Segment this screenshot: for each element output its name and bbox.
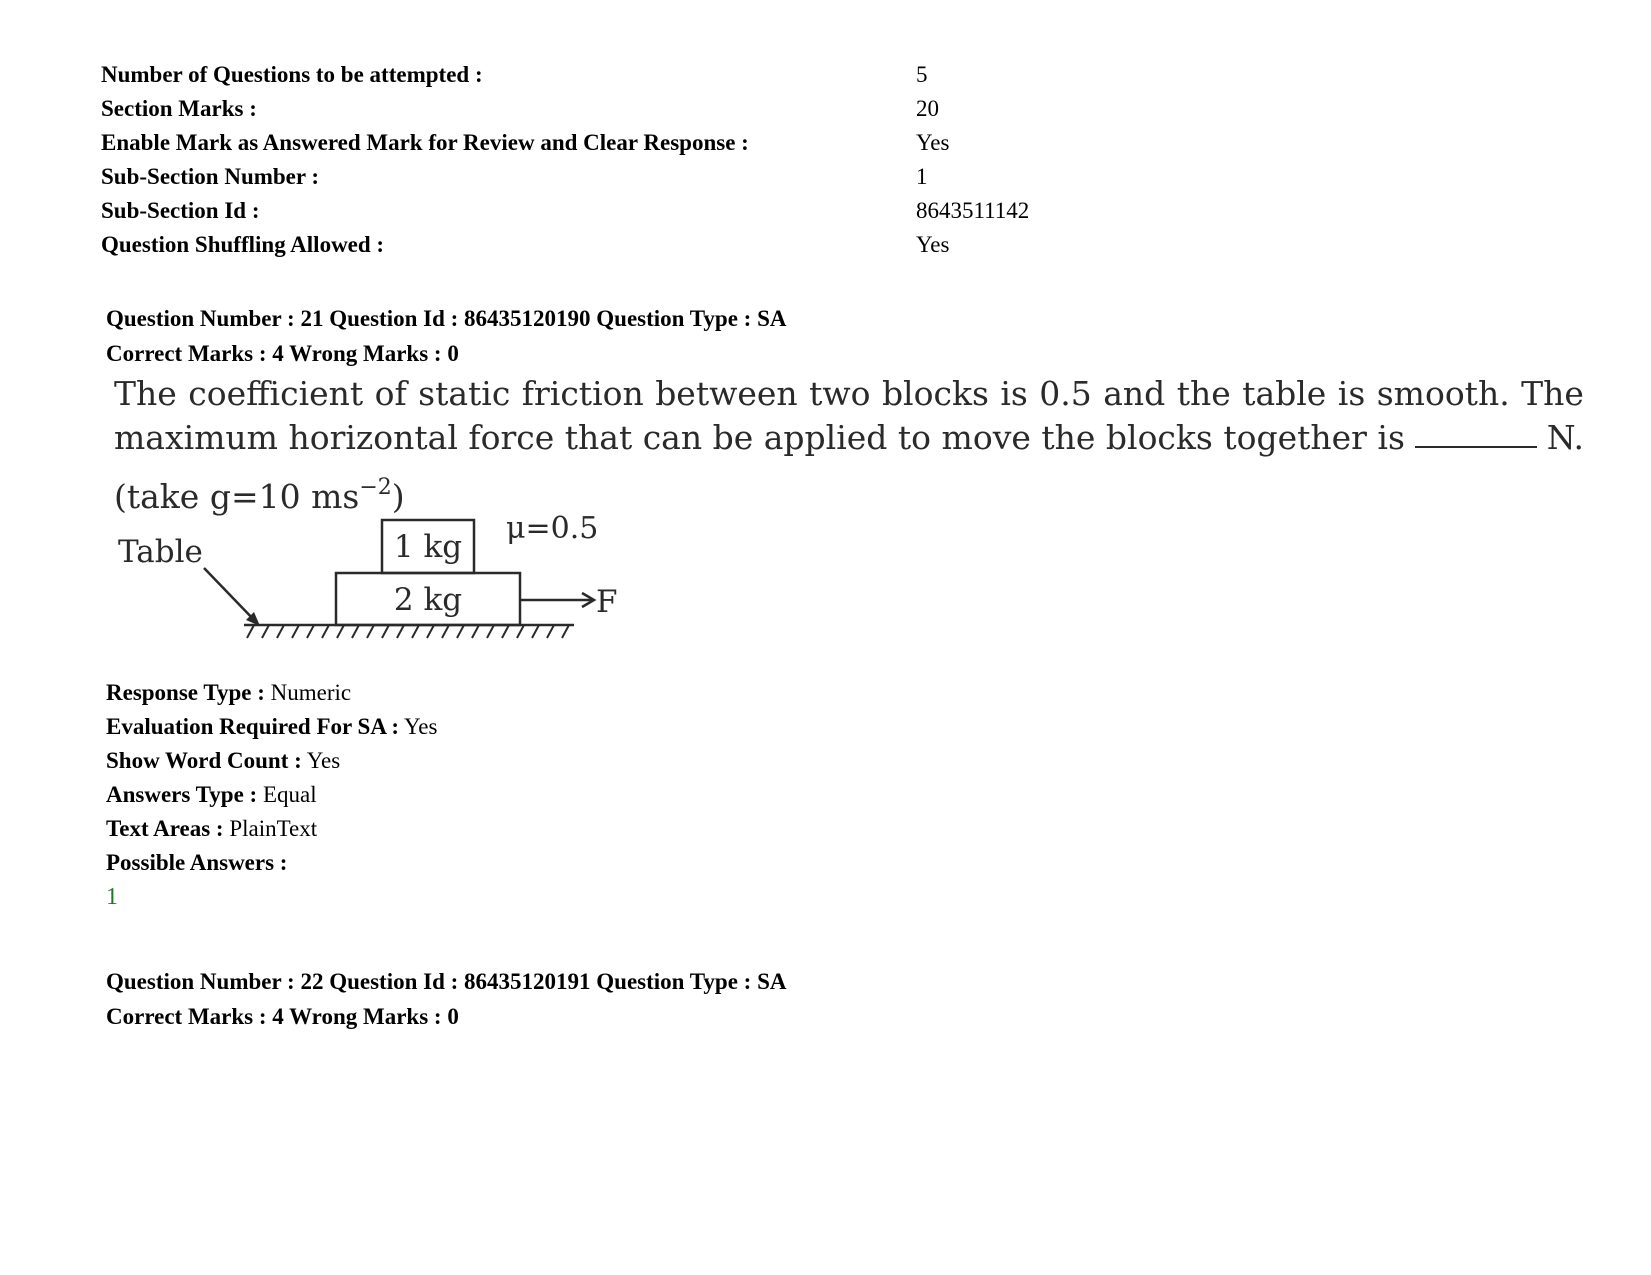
question-text-line-2	[114, 416, 1584, 460]
question-header: Question Number : 22 Question Id : 86435120191 Question Type : SA	[106, 969, 787, 994]
property-row	[106, 846, 437, 880]
word: is	[1000, 374, 1028, 413]
property-key: Answers Type :	[106, 782, 258, 807]
property-key: Show Word Count :	[106, 748, 302, 773]
section-value: Yes	[916, 232, 950, 257]
word: The	[1521, 374, 1584, 413]
word: smooth.	[1376, 374, 1510, 413]
answer-blank	[1415, 416, 1537, 448]
section-row	[101, 194, 1101, 228]
question-text-line-2-end: N.	[1546, 418, 1584, 457]
property-value: Yes	[404, 714, 438, 739]
question-22-header	[106, 964, 1606, 1034]
section-label: Section Marks :	[101, 96, 257, 121]
word: of	[374, 374, 407, 413]
section-value: 5	[916, 62, 928, 87]
question-marks: Correct Marks : 4 Wrong Marks : 0	[106, 1004, 459, 1029]
section-label: Enable Mark as Answered Mark for Review and Clear Response :	[101, 130, 749, 155]
ground-hatching	[247, 625, 569, 638]
word: blocks	[881, 374, 989, 413]
property-value: Yes	[306, 748, 341, 773]
possible-answer-value: 1	[106, 884, 118, 910]
bottom-block-label: 2 kg	[393, 582, 463, 618]
question-21-text	[114, 372, 1584, 519]
section-row	[101, 92, 1101, 126]
word: the	[1176, 374, 1231, 413]
word: between	[655, 374, 798, 413]
section-label: Sub-Section Id :	[101, 198, 260, 223]
word: 0.5	[1039, 374, 1092, 413]
word: and	[1103, 374, 1166, 413]
question-text-line-3-end: )	[391, 477, 405, 516]
section-value: 1	[916, 164, 928, 189]
word: friction	[521, 374, 644, 413]
property-row	[106, 676, 437, 710]
section-value: 8643511142	[916, 198, 1030, 223]
blocks-diagram	[114, 511, 634, 670]
word: coefficient	[188, 374, 364, 413]
property-row	[106, 744, 437, 778]
property-value: PlainText	[229, 816, 318, 841]
question-21-header	[106, 301, 1606, 371]
property-key: Evaluation Required For SA :	[106, 714, 400, 739]
property-value: Equal	[262, 782, 317, 807]
section-value: 20	[916, 96, 939, 121]
property-value: Numeric	[270, 680, 352, 705]
property-row	[106, 778, 437, 812]
word: two	[809, 374, 871, 413]
question-text-line-3	[114, 466, 1584, 519]
section-label: Question Shuffling Allowed :	[101, 232, 385, 257]
question-header: Question Number : 21 Question Id : 86435120190 Question Type : SA	[106, 306, 787, 331]
question-marks: Correct Marks : 4 Wrong Marks : 0	[106, 341, 459, 366]
section-row	[101, 58, 1101, 92]
word: table	[1242, 374, 1327, 413]
section-row	[101, 228, 1101, 262]
table-pointer-line	[204, 568, 256, 622]
section-label: Sub-Section Number :	[101, 164, 320, 189]
property-key: Possible Answers :	[106, 850, 288, 875]
question-text-line-2-start: maximum horizontal force that can be applied to move the blocks together is	[114, 418, 1405, 457]
force-label: F	[596, 584, 618, 620]
property-key: Text Areas :	[106, 816, 224, 841]
property-row	[106, 710, 437, 744]
section-info-table	[101, 58, 1101, 262]
table-label: Table	[118, 534, 203, 570]
question-text-line-1	[114, 372, 1584, 416]
top-block-label: 1 kg	[393, 529, 463, 565]
section-row	[101, 160, 1101, 194]
section-value: Yes	[916, 130, 950, 155]
word: static	[418, 374, 511, 413]
question-21-properties	[106, 676, 437, 914]
section-label: Number of Questions to be attempted :	[101, 62, 483, 87]
property-key: Response Type :	[106, 680, 265, 705]
section-row	[101, 126, 1101, 160]
property-row	[106, 812, 437, 846]
question-text-line-3-start: (take g=10 ms	[114, 477, 360, 516]
exponent: −2	[359, 475, 392, 500]
friction-coefficient-label: μ=0.5	[506, 511, 599, 546]
word: is	[1337, 374, 1366, 413]
word: The	[114, 374, 177, 413]
